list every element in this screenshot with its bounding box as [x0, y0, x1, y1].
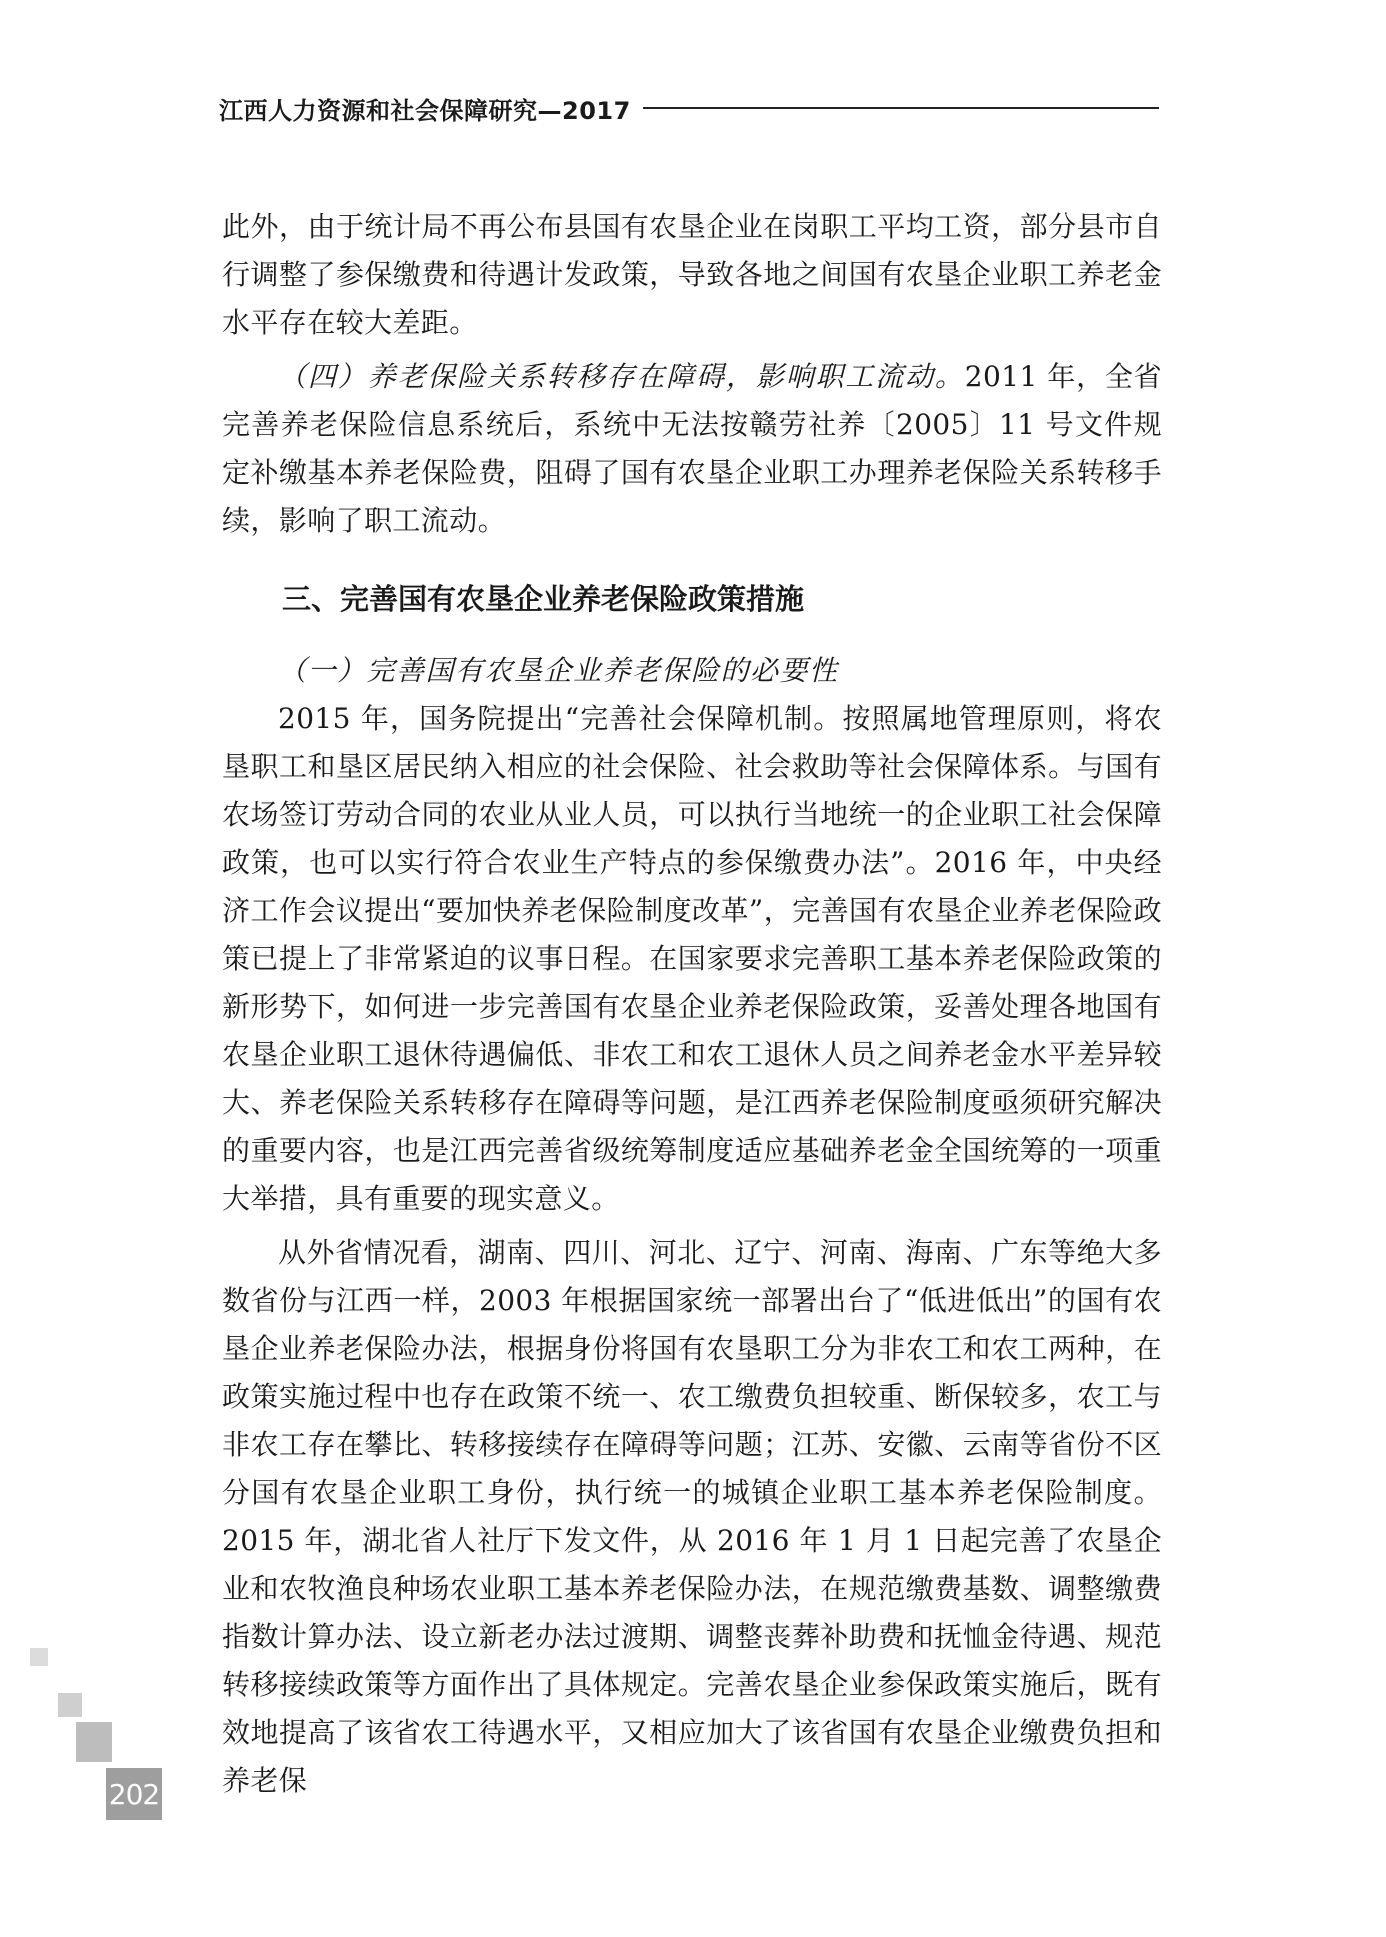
paragraph-3: 2015 年，国务院提出“完善社会保障机制。按照属地管理原则，将农垦职工和垦区居民纳入相应的社会保险、社会救助等社会保障体系。与国有农场签订劳动合同的农业从业人员，可以执行当地统一的企业职工社会保障政策，也可以实行符合农业生产特点的参保缴费办法”。2016 年，中央经济工作会议提出“要加快养老保险制度改革”，完善国有农垦企业养老保险政策已提上了非常紧迫的议事日程。在国家要求完善职工基本养老保险政策的新形势下，如何进一步完善国有农垦企业养老保险政策，妥善处理各地国有农垦企业职工退休待遇偏低、非农工和农工退休人员之间养老金水平差异较大、养老保险关系转移存在障碍等问题，是江西养老保险制度亟须研究解决的重要内容，也是江西完善省级统筹制度适应基础养老金全国统筹的一项重大举措，具有重要的现实意义。: [222, 702, 1162, 1215]
page-body: [222, 203, 1162, 1805]
paragraph-4: 从外省情况看，湖南、四川、河北、辽宁、河南、海南、广东等绝大多数省份与江西一样，2003 年根据国家统一部署出台了“低进低出”的国有农垦企业养老保险办法，根据身份将国有农垦职工分为非农工和农工两种，在政策实施过程中也存在政策不统一、农工缴费负担较重、断保较多，农工与非农工存在攀比、转移接续存在障碍等问题；江苏、安徽、云南等省份不区分国有农垦企业职工身份，执行统一的城镇企业职工基本养老保险制度。2015 年，湖北省人社厅下发文件，从 2016 年 1 月 1 日起完善了农垦企业和农牧渔良种场农业职工基本养老保险办法，在规范缴费基数、调整缴费指数计算办法、设立新老办法过渡期、调整丧葬补助费和抚恤金待遇、规范转移接续政策等方面作出了具体规定。完善农垦企业参保政策实施后，既有效地提高了该省农工待遇水平，又相应加大了该省国有农垦企业缴费负担和养老保: [222, 1236, 1162, 1797]
subsection-4-heading: （四）养老保险关系转移存在障碍，影响职工流动。: [278, 360, 965, 393]
decor-square: [30, 1648, 48, 1666]
decor-square: [58, 1693, 82, 1717]
section-3-heading: 三、完善国有农垦企业养老保险政策措施: [282, 582, 805, 616]
subsection-1-heading: （一）完善国有农垦企业养老保险的必要性: [278, 654, 839, 687]
header-rule: [643, 107, 1159, 109]
running-title: 江西人力资源和社会保障研究—2017: [219, 96, 631, 125]
paragraph-1: 此外，由于统计局不再公布县国有农垦企业在岗职工平均工资，部分县市自行调整了参保缴费和待遇计发政策，导致各地之间国有农垦企业职工养老金水平存在较大差距。: [222, 210, 1162, 339]
running-header: [219, 93, 1159, 123]
decor-square: [76, 1722, 112, 1762]
page-number: 202: [106, 1768, 162, 1820]
paragraph-2-text: 2011 年，全省完善养老保险信息系统后，系统中无法按赣劳社养〔2005〕11 号文件规定补缴基本养老保险费，阻碍了国有农垦企业职工办理养老保险关系转移手续，影响了职工流动。: [222, 360, 1162, 537]
paragraph-2: [222, 353, 1162, 545]
